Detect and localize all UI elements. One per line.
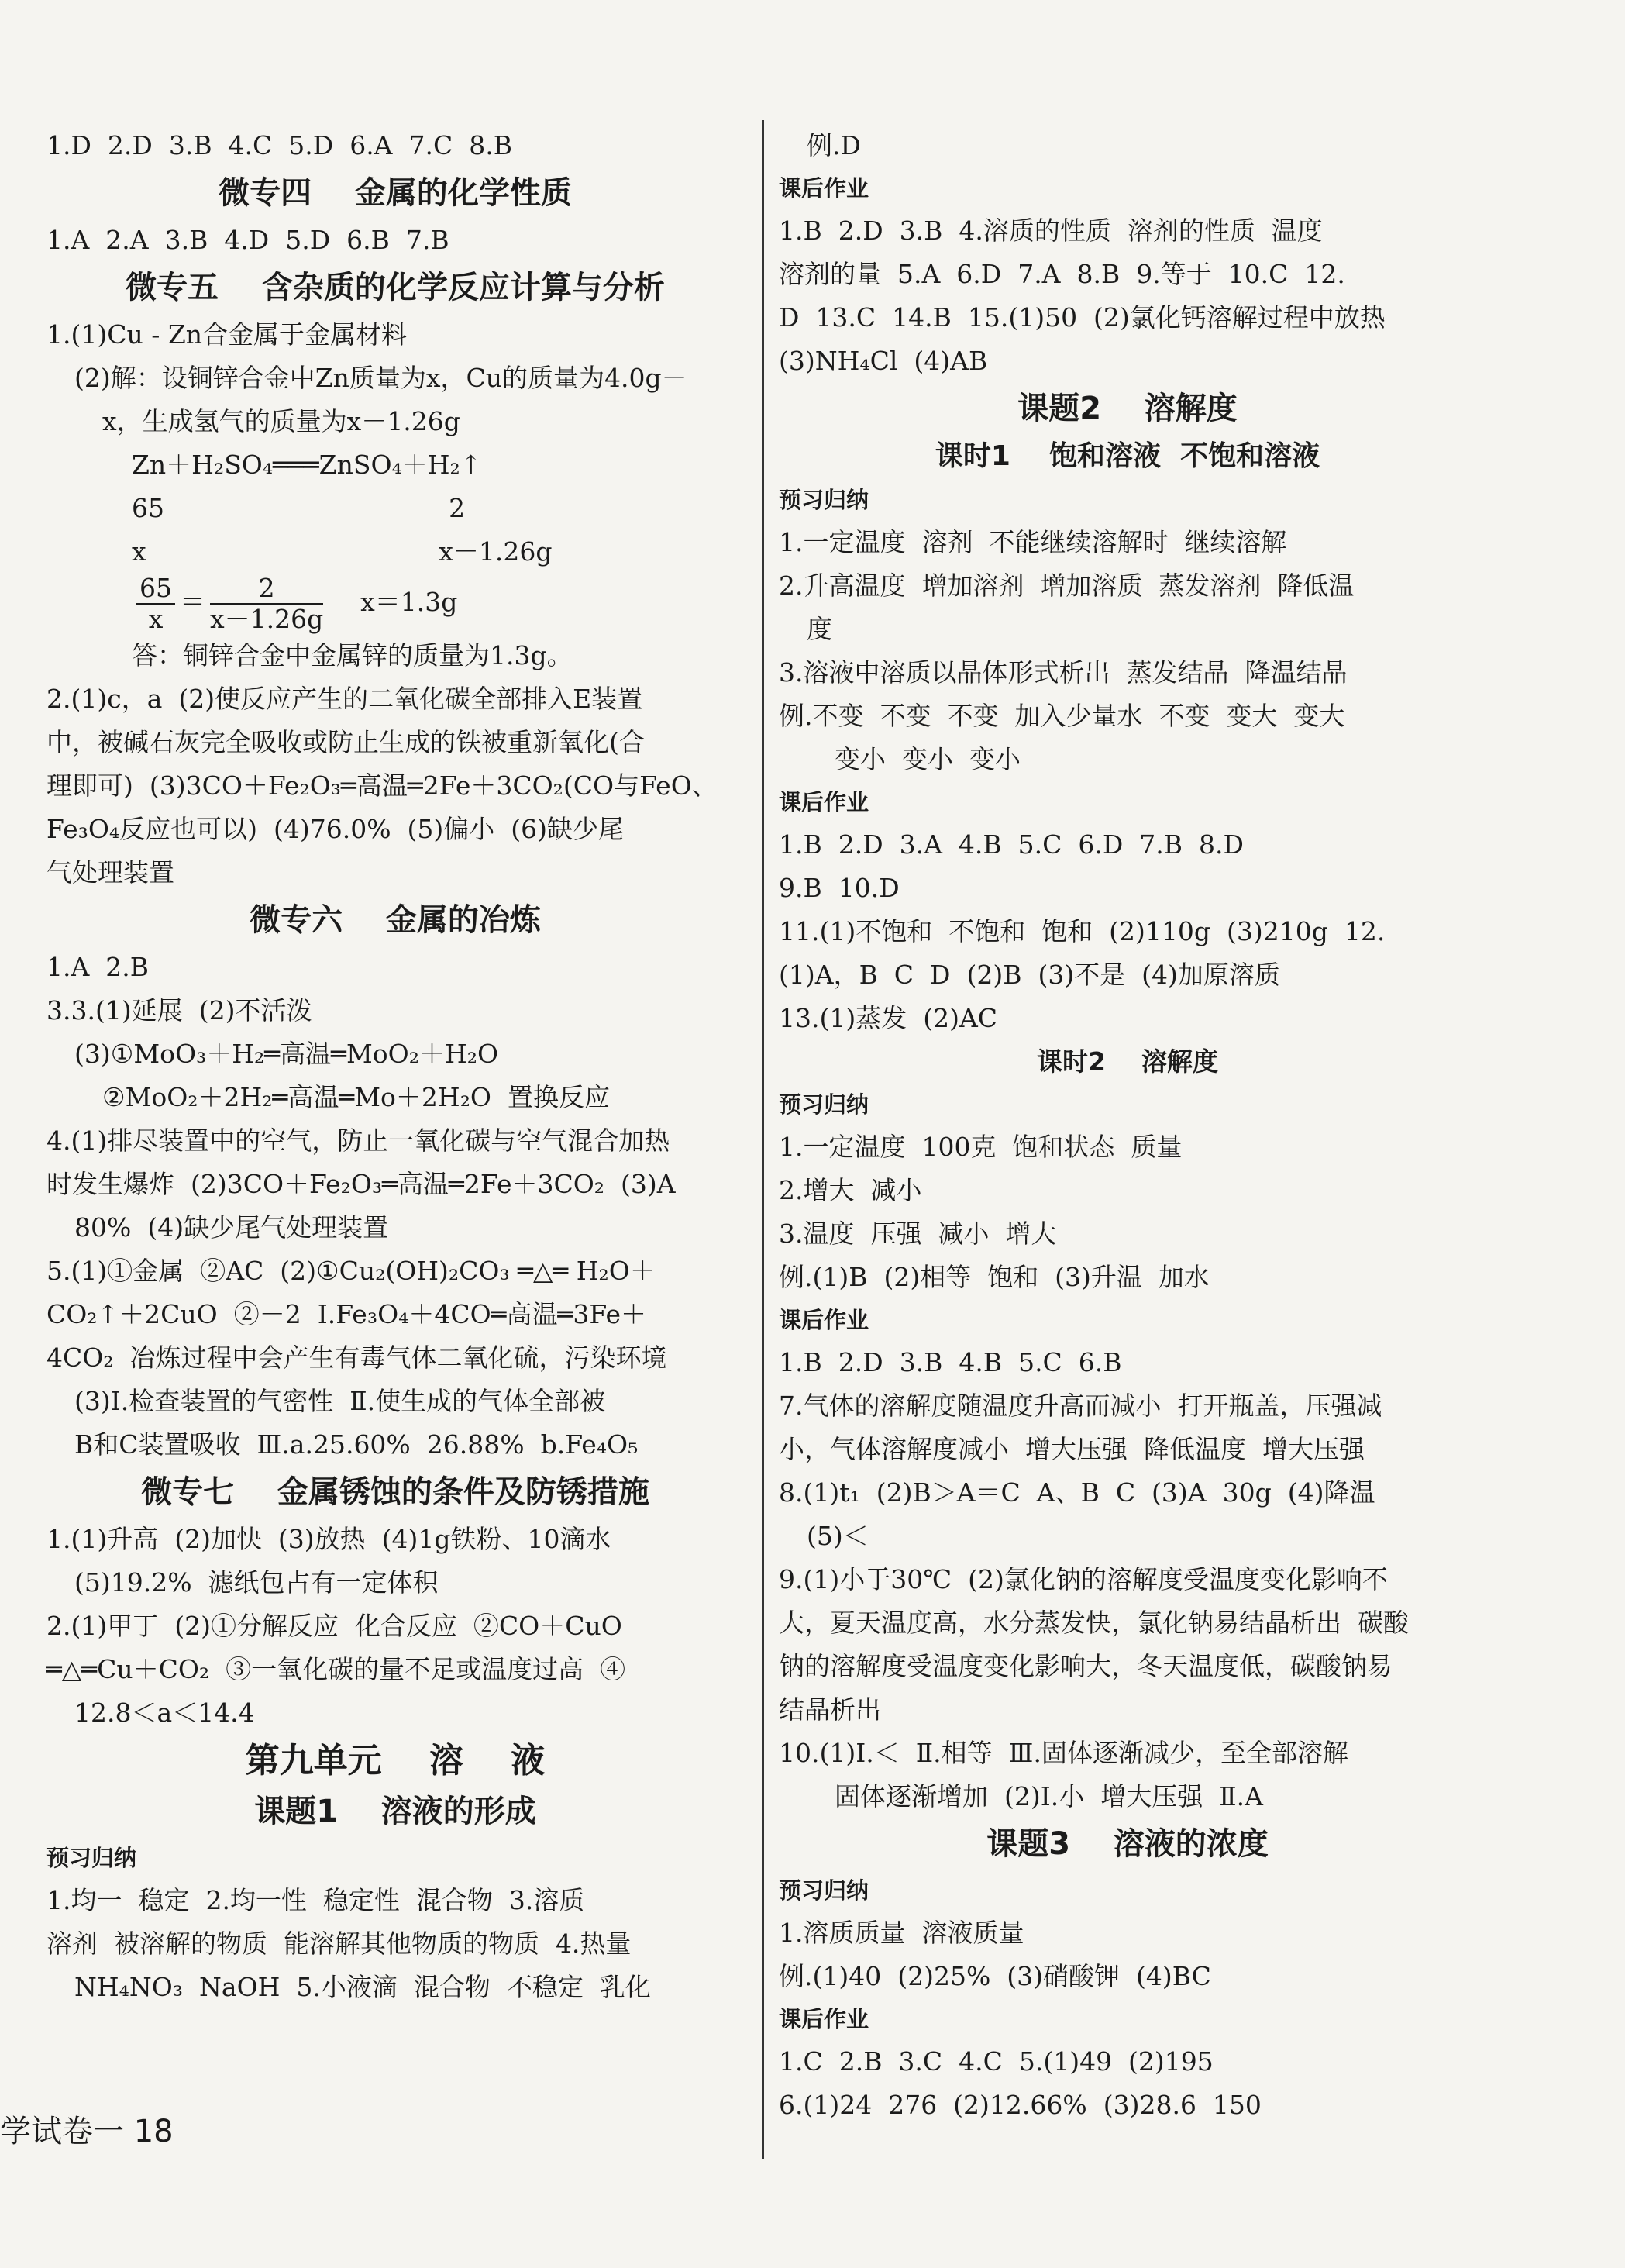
answer-line: 4.(1)排尽装置中的空气，防止一氧化碳与空气混合加热 (46, 1125, 670, 1156)
answer-line: 65 2 (132, 493, 466, 523)
answer-line: 时发生爆炸 (2)3CO＋Fe₂O₃═高温═2Fe＋3CO₂ (3)A (46, 1169, 676, 1199)
answer-line: 小，气体溶解度减小 增大压强 降低温度 增大压强 (779, 1434, 1365, 1464)
answer-line: 1.(1)Cu - Zn合金属于金属材料 (46, 319, 408, 350)
answer-line: 溶剂的量 5.A 6.D 7.A 8.B 9.等于 10.C 12. (779, 259, 1345, 289)
answer-line: 13.(1)蒸发 (2)AC (779, 1003, 998, 1033)
answer-line: 例.D (807, 130, 861, 160)
answer-line: 12.8＜a＜14.4 (74, 1698, 255, 1728)
answer-line: 3.3.(1)延展 (2)不活泼 (46, 995, 312, 1025)
answer-line: 5.(1)①金属 ②AC (2)①Cu₂(OH)₂CO₃ ═△═ H₂O＋ (46, 1256, 656, 1286)
column-divider (762, 120, 764, 2159)
answer-line: 气处理装置 (46, 857, 174, 888)
heading: 微专六 金属的冶炼 (250, 902, 541, 938)
answer-line: 9.B 10.D (779, 873, 900, 903)
left-column (46, 124, 744, 2009)
answer-line: 1.B 2.D 3.B 4.溶质的性质 溶剂的性质 温度 (779, 215, 1323, 246)
answer-line: 钠的溶解度受温度变化影响大，冬天温度低，碳酸钠易 (779, 1651, 1393, 1681)
heading: 课题3 溶液的浓度 (986, 1826, 1269, 1862)
answer-line: 11.(1)不饱和 不饱和 饱和 (2)110g (3)210g 12. (779, 916, 1386, 946)
fraction: $\frac{2}{x-1.26g}$ (210, 573, 324, 634)
answer-line: 80% (4)缺少尾气处理装置 (74, 1212, 389, 1243)
answer-line: (3)①MoO₃＋H₂═高温═MoO₂＋H₂O (74, 1039, 499, 1069)
answer-line: (1)A，B C D (2)B (3)不是 (4)加原溶质 (779, 960, 1280, 990)
answer-line: 例.(1)B (2)相等 饱和 (3)升温 加水 (779, 1262, 1210, 1292)
answer-line: 1.溶质质量 溶液质量 (779, 1918, 1024, 1948)
answer-line: 结晶析出 (779, 1694, 881, 1725)
section-label: 课后作业 (779, 1307, 869, 1333)
answer-line: 理即可) (3)3CO＋Fe₂O₃═高温═2Fe＋3CO₂(CO与FeO、 (46, 770, 718, 801)
answer-line: 1.(1)升高 (2)加快 (3)放热 (4)1g铁粉、10滴水 (46, 1524, 611, 1554)
answer-line: 变小 变小 变小 (835, 744, 1021, 774)
section-label: 课后作业 (779, 175, 869, 202)
answer-line: 1.D 2.D 3.B 4.C 5.D 6.A 7.C 8.B (46, 130, 512, 160)
section-label: 预习归纳 (46, 1845, 137, 1871)
answer-line: 中，被碱石灰完全吸收或防止生成的铁被重新氧化(合 (46, 727, 645, 757)
section-label: 预习归纳 (779, 1877, 869, 1904)
answer-line: 2.(1)甲丁 (2)①分解反应 化合反应 ②CO＋CuO (46, 1611, 622, 1641)
answer-line: 7.气体的溶解度随温度升高而减小 打开瓶盖，压强减 (779, 1391, 1382, 1421)
answer-line: 答：铜锌合金中金属锌的质量为1.3g。 (132, 640, 573, 670)
answer-line: 1.均一 稳定 2.均一性 稳定性 混合物 3.溶质 (46, 1885, 585, 1915)
answer-line: 例.(1)40 (2)25% (3)硝酸钾 (4)BC (779, 1961, 1211, 1991)
right-column (779, 124, 1476, 2127)
answer-line: (5)19.2% 滤纸包占有一定体积 (74, 1567, 439, 1598)
answer-line: 大，夏天温度高，水分蒸发快，氯化钠易结晶析出 碳酸 (779, 1608, 1409, 1638)
answer-line: (2)解：设铜锌合金中Zn质量为x，Cu的质量为4.0g－ (74, 363, 687, 393)
answer-line: (5)＜ (807, 1521, 869, 1551)
answer-line: 1.A 2.B (46, 952, 150, 982)
answer-line: 6.(1)24 276 (2)12.66% (3)28.6 150 (779, 2090, 1262, 2120)
answer-line: ②MoO₂＋2H₂═高温═Mo＋2H₂O 置换反应 (102, 1082, 610, 1112)
heading: 微专四 金属的化学性质 (219, 175, 572, 211)
answer-line: 1.一定温度 100克 饱和状态 质量 (779, 1132, 1183, 1162)
heading: 课时2 溶解度 (1037, 1046, 1218, 1077)
fraction: $\frac{65}{x}$ (136, 574, 175, 634)
heading: 课题1 溶液的形成 (254, 1794, 536, 1829)
answer-line: Zn＋H₂SO₄═══ZnSO₄＋H₂↑ (132, 450, 482, 480)
section-label: 课后作业 (779, 789, 869, 815)
answer-line: D 13.C 14.B 15.(1)50 (2)氯化钙溶解过程中放热 (779, 302, 1386, 333)
section-label: 预习归纳 (779, 1091, 869, 1118)
answer-line: 例.不变 不变 不变 加入少量水 不变 变大 变大 (779, 701, 1345, 731)
answer-line: 4CO₂ 冶炼过程中会产生有毒气体二氧化硫，污染环境 (46, 1343, 667, 1373)
answer-line: 1.一定温度 溶剂 不能继续溶解时 继续溶解 (779, 527, 1287, 557)
answer-line: 1.B 2.D 3.B 4.B 5.C 6.B (779, 1347, 1122, 1377)
answer-line: 2.升高温度 增加溶剂 增加溶质 蒸发溶剂 降低温 (779, 570, 1355, 601)
answer-line: NH₄NO₃ NaOH 5.小液滴 混合物 不稳定 乳化 (74, 1972, 651, 2002)
heading: 微专五 含杂质的化学反应计算与分析 (126, 270, 665, 305)
heading: 课时1 饱和溶液 不饱和溶液 (935, 440, 1320, 472)
answer-line: (3)Ⅰ.检查装置的气密性 Ⅱ.使生成的气体全部被 (74, 1386, 606, 1416)
answer-line: 8.(1)t₁ (2)B＞A＝C A、B C (3)A 30g (4)降温 (779, 1477, 1375, 1508)
answer-line: CO₂↑＋2CuO ②－2 Ⅰ.Fe₃O₄＋4CO═高温═3Fe＋ (46, 1299, 647, 1329)
answer-line: 2.(1)c，a (2)使反应产生的二氧化碳全部排入E装置 (46, 684, 643, 714)
answer-line: (3)NH₄Cl (4)AB (779, 346, 988, 376)
heading: 第九单元 溶 液 (245, 1741, 546, 1780)
answer-line: 1.A 2.A 3.B 4.D 5.D 6.B 7.B (46, 225, 449, 255)
answer-line: 3.温度 压强 减小 增大 (779, 1218, 1057, 1249)
heading: 微专七 金属锈蚀的条件及防锈措施 (141, 1474, 649, 1510)
section-label: 课后作业 (779, 2006, 869, 2032)
heading: 课题2 溶解度 (1017, 391, 1238, 426)
equation-line: $\frac{65}{x}$ ＝ $\frac{2}{x-1.26g}$ x＝1.3g (46, 574, 744, 634)
page-footer: 学试卷一 18 (0, 2114, 174, 2149)
section-label: 预习归纳 (779, 487, 869, 513)
answer-line: 9.(1)小于30℃ (2)氯化钠的溶解度受温度变化影响不 (779, 1564, 1388, 1594)
answer-line: 固体逐渐增加 (2)Ⅰ.小 增大压强 Ⅱ.A (835, 1781, 1263, 1811)
answer-line: x，生成氢气的质量为x－1.26g (102, 406, 460, 436)
answer-line: 度 (807, 614, 832, 644)
answer-line: x x－1.26g (132, 536, 553, 567)
answer-line: 3.溶液中溶质以晶体形式析出 蒸发结晶 降温结晶 (779, 657, 1348, 688)
answer-line: 10.(1)Ⅰ.＜ Ⅱ.相等 Ⅲ.固体逐渐减少，至全部溶解 (779, 1738, 1348, 1768)
answer-line: 1.C 2.B 3.C 4.C 5.(1)49 (2)195 (779, 2046, 1214, 2077)
answer-line: ═△═Cu＋CO₂ ③一氧化碳的量不足或温度过高 ④ (46, 1654, 626, 1684)
answer-line: 溶剂 被溶解的物质 能溶解其他物质的物质 4.热量 (46, 1928, 632, 1959)
answer-line: Fe₃O₄反应也可以) (4)76.0% (5)偏小 (6)缺少尾 (46, 814, 625, 844)
answer-line: B和C装置吸收 Ⅲ.a.25.60% 26.88% b.Fe₄O₅ (74, 1429, 639, 1460)
answer-line: 1.B 2.D 3.A 4.B 5.C 6.D 7.B 8.D (779, 829, 1244, 860)
answer-line: 2.增大 减小 (779, 1175, 922, 1205)
